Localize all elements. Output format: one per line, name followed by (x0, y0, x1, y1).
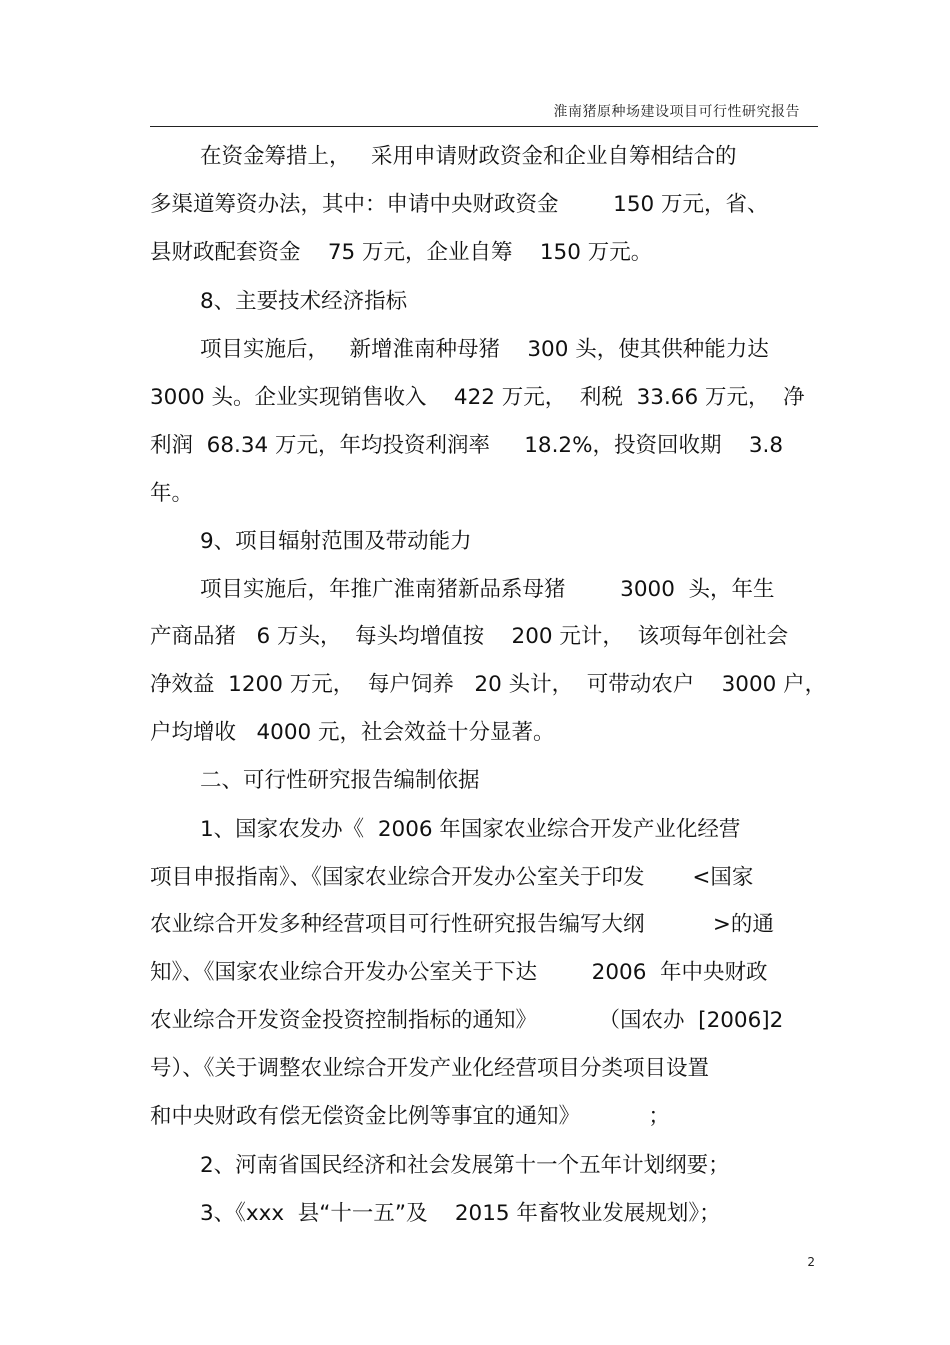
body-line: 知》、《国家农业综合开发办公室关于下达 2006 年中央财政 (150, 960, 768, 985)
body-line: 号）、《关于调整农业综合开发产业化经营项目分类项目设置 (150, 1056, 710, 1081)
body-line: 产商品猪 6 万头， 每头均增值按 200 元计， 该项每年创社会 (150, 624, 789, 649)
page-number: 2 (807, 1255, 815, 1269)
page-header-title: 淮南猪原种场建设项目可行性研究报告 (553, 104, 800, 120)
body-line: 县财政配套资金 75 万元，企业自筹 150 万元。 (150, 240, 653, 265)
body-line: 多渠道筹资办法，其中：申请中央财政资金 150 万元，省、 (150, 192, 769, 217)
body-line: 和中央财政有偿无偿资金比例等事宜的通知》 ； (150, 1104, 670, 1129)
body-line: 净效益 1200 万元， 每户饲养 20 头计， 可带动农户 3000 户， (150, 672, 827, 697)
body-line: 项目申报指南》、《国家农业综合开发办公室关于印发 <国家 (150, 865, 754, 890)
body-line: 农业综合开发资金投资控制指标的通知》 （国农办 [2006]2 (150, 1008, 784, 1033)
body-line: 年。 (150, 481, 194, 506)
body-line: 农业综合开发多种经营项目可行性研究报告编写大纲 >的通 (150, 912, 774, 937)
body-line: 3、《xxx 县“十一五”及 2015 年畜牧业发展规划》； (200, 1201, 721, 1226)
body-line: 在资金筹措上， 采用申请财政资金和企业自筹相结合的 (200, 144, 737, 169)
body-line: 1、国家农发办《 2006 年国家农业综合开发产业化经营 (200, 817, 741, 842)
body-line: 利润 68.34 万元，年均投资利润率 18.2%，投资回收期 3.8 (150, 433, 784, 458)
section-heading-8: 8、主要技术经济指标 (200, 289, 408, 314)
body-line: 3000 头。企业实现销售收入 422 万元， 利税 33.66 万元， 净 (150, 385, 805, 410)
body-line: 项目实施后， 新增淮南种母猪 300 头，使其供种能力达 (200, 337, 769, 362)
body-line: 户均增收 4000 元，社会效益十分显著。 (150, 720, 555, 745)
body-line: 项目实施后，年推广淮南猪新品系母猪 3000 头，年生 (200, 577, 775, 602)
header-divider (150, 126, 818, 127)
section-heading-2: 二、可行性研究报告编制依据 (200, 768, 480, 793)
body-line: 2、河南省国民经济和社会发展第十一个五年计划纲要； (200, 1153, 730, 1178)
section-heading-9: 9、项目辐射范围及带动能力 (200, 529, 472, 554)
